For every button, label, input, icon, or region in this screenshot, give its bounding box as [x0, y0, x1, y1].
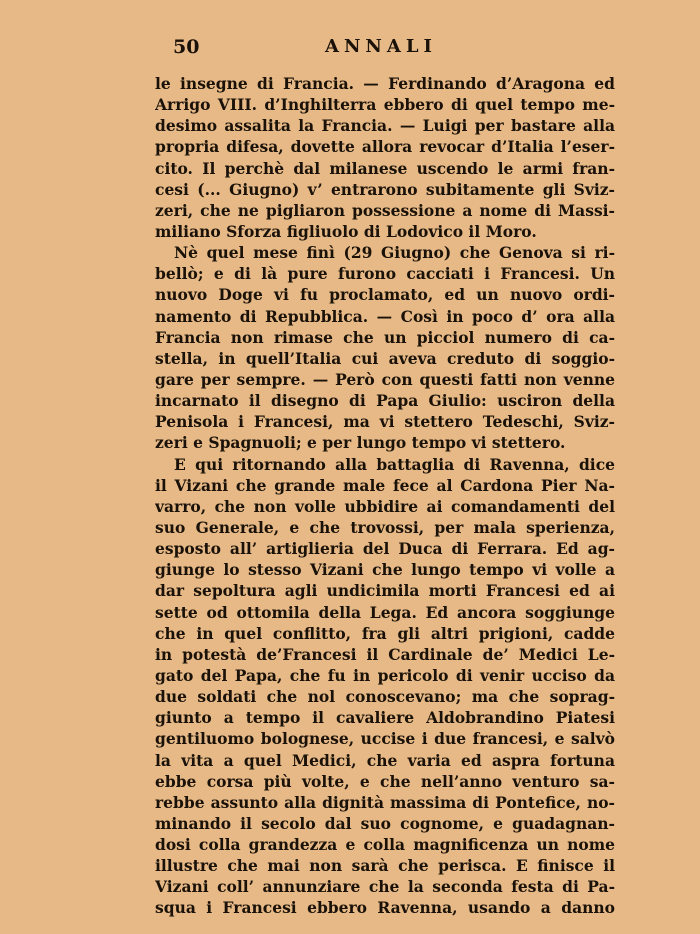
text-line: le insegne di Francia. — Ferdinando d’Aragona ed: [155, 74, 615, 93]
text-line: due soldati che nol conoscevano; ma che soprag-: [155, 687, 615, 707]
text-line: Arrigo VIII. d’Inghilterra ebbero di quel tempo me-: [155, 95, 615, 115]
page-number: 50: [173, 36, 200, 58]
body-text: [155, 73, 615, 919]
text-line: gato del Papa, che fu in pericolo di venir ucciso da: [155, 665, 615, 685]
text-line: dar sepoltura agli undicimila morti Francesi ed ai: [155, 581, 615, 601]
text-line: minando il secolo dal suo cognome, e guadagnan-: [155, 813, 615, 833]
text-line: zeri, che ne pigliaron possessione a nome di Massi-: [155, 200, 615, 220]
text-line: dosi colla grandezza e colla magnificenza un nome: [155, 835, 615, 855]
text-line: in potestà de’Francesi il Cardinale de’ Medici Le-: [155, 644, 615, 664]
text-line: la vita a quel Medici, che varia ed aspra fortuna: [155, 750, 615, 770]
text-line: cesi (... Giugno) v’ entrarono subitamente gli Sviz-: [155, 179, 615, 199]
text-line: bellò; e di là pure furono cacciati i Francesi. Un: [155, 264, 615, 284]
text-line: propria difesa, dovette allora revocar d’Italia l’eser-: [155, 137, 615, 157]
text-line: Nè quel mese finì (29 Giugno) che Genova si ri-: [174, 243, 615, 263]
text-line: giunge lo stesso Vizani che lungo tempo vi volle a: [155, 560, 615, 580]
text-line: ebbe corsa più volte, e che nell’anno venturo sa-: [155, 771, 615, 791]
text-line: illustre che mai non sarà che perisca. E finisce il: [155, 856, 615, 876]
running-head: [155, 36, 615, 62]
text-line: Penisola i Francesi, ma vi stettero Tedeschi, Sviz-: [155, 412, 615, 432]
text-line: stella, in quell’Italia cui aveva creduto di soggio-: [155, 348, 615, 368]
text-line: namento di Repubblica. — Così in poco d’ ora alla: [155, 306, 615, 326]
text-line: incarnato il disegno di Papa Giulio: usciron della: [155, 391, 615, 411]
text-line: nuovo Doge vi fu proclamato, ed un nuovo ordi-: [155, 285, 615, 305]
text-line: il Vizani che grande male fece al Cardona Pier Na-: [155, 475, 615, 495]
text-line: squa i Francesi ebbero Ravenna, usando a danno: [155, 898, 615, 918]
text-line: Francia non rimase che un picciol numero di ca-: [155, 327, 615, 347]
text-line: che in quel conflitto, fra gli altri prigioni, cadde: [155, 623, 615, 643]
text-line: E qui ritornando alla battaglia di Ravenna, dice: [174, 454, 615, 474]
text-line: Vizani coll’ annunziare che la seconda festa di Pa-: [155, 877, 615, 897]
text-line: desimo assalita la Francia. — Luigi per bastare alla: [155, 116, 615, 136]
text-line: gare per sempre. — Però con questi fatti non venne: [155, 369, 615, 389]
text-line: gentiluomo bolognese, uccise i due francesi, e salvò: [155, 729, 615, 749]
text-line: rebbe assunto alla dignità massima di Pontefice, no-: [155, 792, 615, 812]
text-line: sette od ottomila della Lega. Ed ancora soggiunge: [155, 602, 615, 622]
text-line: cito. Il perchè dal milanese uscendo le armi fran-: [155, 158, 615, 178]
running-title: ANNALI: [325, 36, 437, 57]
text-line: zeri e Spagnuoli; e per lungo tempo vi stettero.: [155, 433, 566, 453]
text-line: giunto a tempo il cavaliere Aldobrandino Piatesi: [155, 708, 615, 728]
text-line: esposto all’ artiglieria del Duca di Ferrara. Ed ag-: [155, 539, 615, 559]
text-line: miliano Sforza figliuolo di Lodovico il Moro.: [155, 221, 537, 241]
text-line: varro, che non volle ubbidire ai comandamenti del: [155, 496, 615, 516]
text-line: suo Generale, e che trovossi, per mala sperienza,: [155, 517, 615, 537]
